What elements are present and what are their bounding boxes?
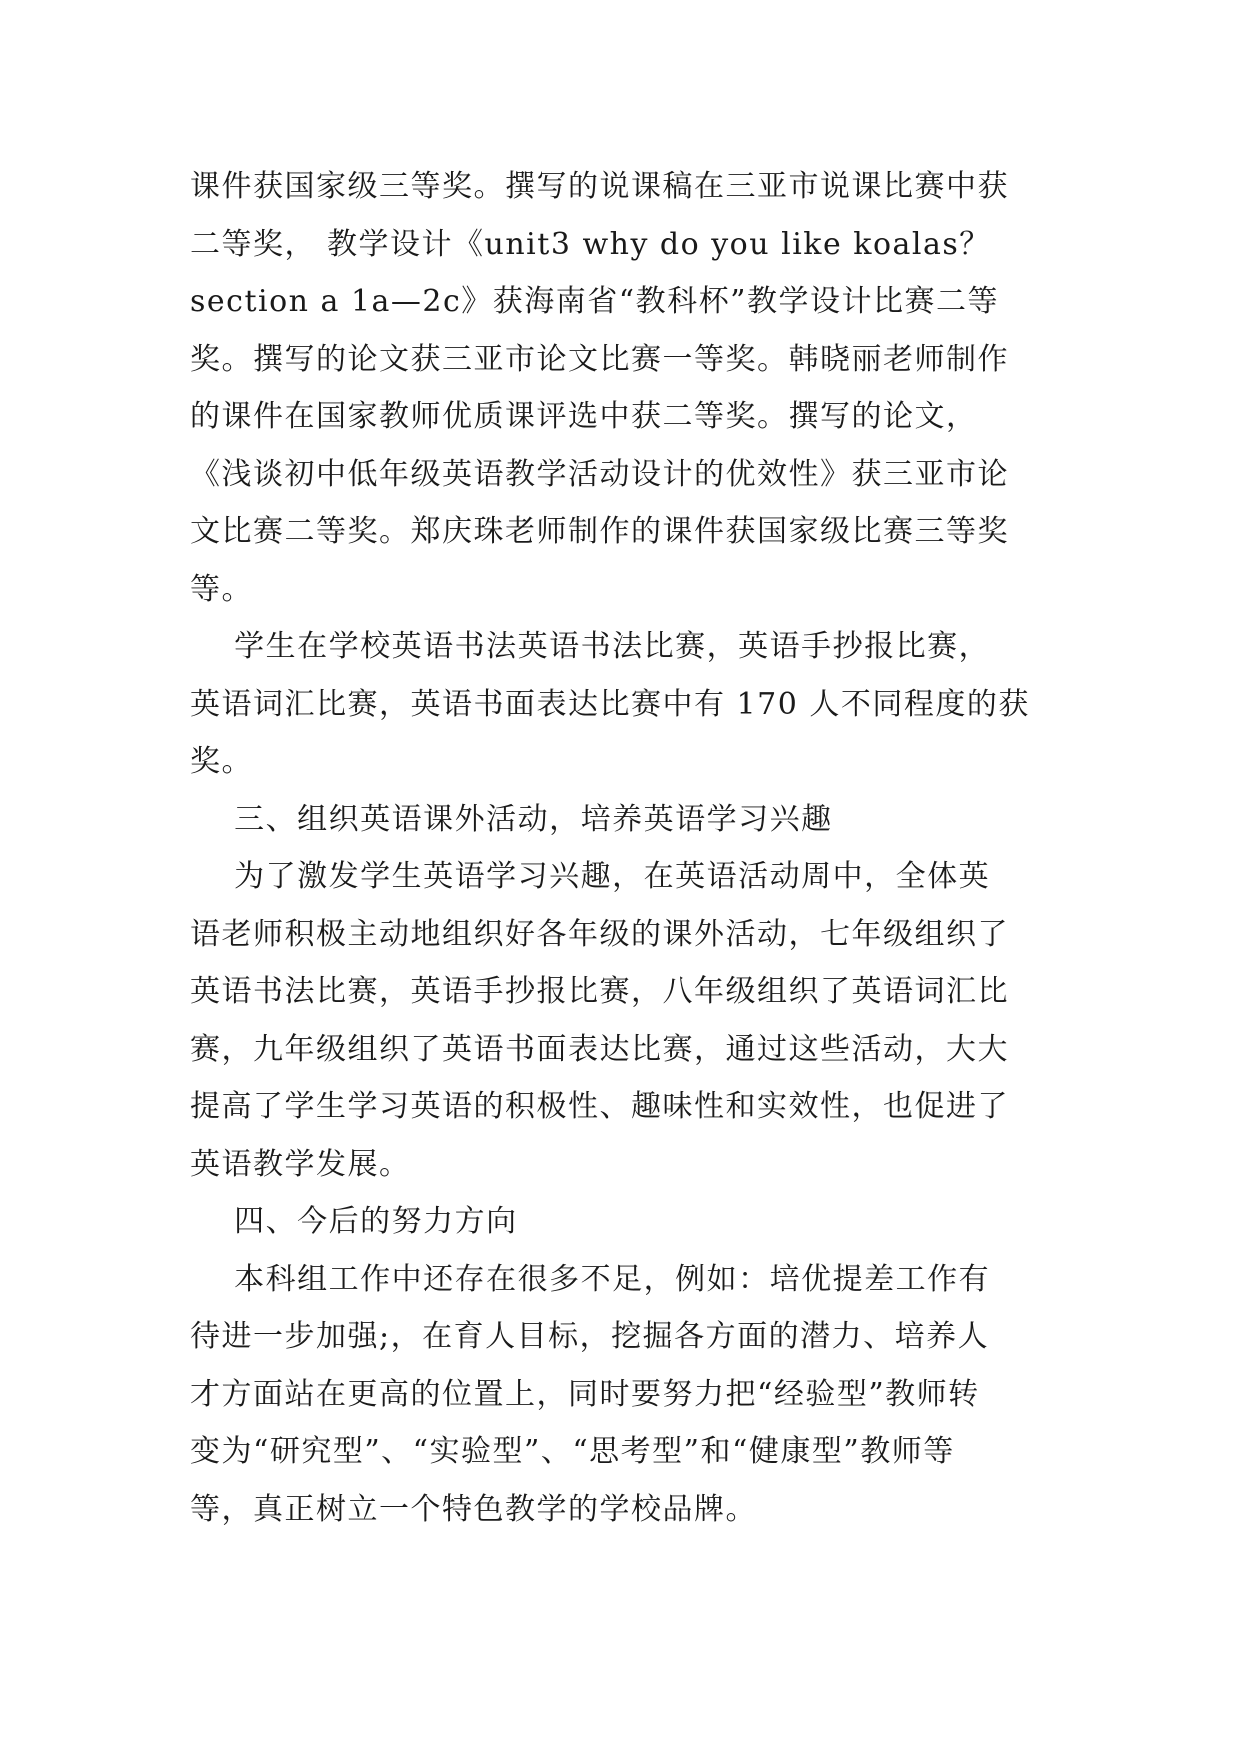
text-line: 等。	[190, 571, 253, 607]
document-body	[190, 158, 1090, 1538]
text-line: 才方面站在更高的位置上，同时要努力把“经验型”教师转	[190, 1376, 980, 1412]
text-line: 的课件在国家教师优质课评选中获二等奖。撰写的论文，	[190, 399, 978, 434]
paragraph-start: 学生在学校英语书法英语书法比赛，英语手抄报比赛，	[190, 629, 991, 664]
text-line: section a 1a—2c》获海南省“教科杯”教学设计比赛二等	[190, 284, 999, 319]
text-line: 提高了学生学习英语的积极性、趣味性和实效性，也促进了	[190, 1089, 1009, 1124]
text-line: 语老师积极主动地组织好各年级的课外活动，七年级组织了	[190, 916, 1009, 952]
text-line: 奖。	[190, 744, 253, 779]
text-line: 英语教学发展。	[190, 1146, 411, 1182]
section-heading: 四、今后的努力方向	[190, 1204, 518, 1239]
text-line: 赛，九年级组织了英语书面表达比赛，通过这些活动，大大	[190, 1031, 1009, 1067]
text-line: 英语词汇比赛，英语书面表达比赛中有 170 人不同程度的获	[190, 686, 1030, 722]
text-line: 课件获国家级三等奖。撰写的说课稿在三亚市说课比赛中获	[190, 169, 1009, 204]
text-line: 英语书法比赛，英语手抄报比赛，八年级组织了英语词汇比	[190, 974, 1009, 1009]
text-line: 变为“研究型”、“实验型”、“思考型”和“健康型”教师等	[190, 1434, 955, 1469]
text-line: 二等奖， 教学设计《unit3 why do you like koalas？	[190, 226, 991, 262]
text-line: 等，真正树立一个特色教学的学校品牌。	[190, 1491, 757, 1527]
paragraph-start: 本科组工作中还存在很多不足，例如：培优提差工作有	[190, 1261, 991, 1297]
paragraph-start: 为了激发学生英语学习兴趣，在英语活动周中，全体英	[190, 859, 991, 894]
text-line: 文比赛二等奖。郑庆珠老师制作的课件获国家级比赛三等奖	[190, 514, 1009, 549]
text-line: 待进一步加强;，在育人目标，挖掘各方面的潜力、培养人	[190, 1319, 990, 1354]
text-line: 奖。撰写的论文获三亚市论文比赛一等奖。韩晓丽老师制作	[190, 341, 1009, 377]
text-line: 《浅谈初中低年级英语教学活动设计的优效性》获三亚市论	[190, 456, 1009, 492]
section-heading: 三、组织英语课外活动，培养英语学习兴趣	[190, 801, 833, 837]
